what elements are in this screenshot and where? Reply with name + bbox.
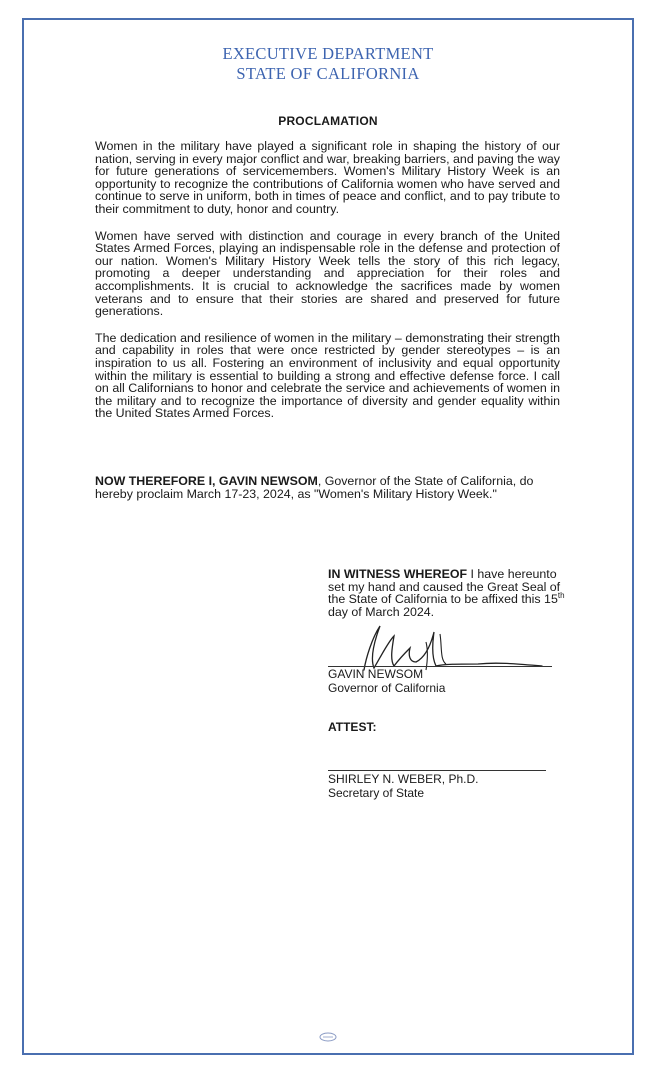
paragraph-3: The dedication and resilience of women in the military – demonstrating their strength and capability in roles that were once restricted by gender stereotypes – is an inspiration to us all. Fostering an environment of inclusivity and equal opportunity within the military is essential to building a strong and effective defense force. I call on all Californians to honor and celebrate the service and achievements of women in the military and to recognize the importance of diversity and gender equality within the United States Armed Forces.	[95, 330, 560, 421]
letterhead-state: STATE OF CALIFORNIA	[236, 64, 420, 83]
secretary-signature-line	[328, 770, 546, 771]
union-bug-icon	[319, 1032, 337, 1042]
witness-lead: IN WITNESS WHEREOF	[328, 567, 468, 581]
witness-ordinal: th	[557, 591, 565, 601]
letterhead	[0, 44, 656, 84]
witness-statement	[328, 568, 568, 618]
proclamation-body	[95, 140, 560, 434]
governor-name: GAVIN NEWSOM	[328, 667, 424, 681]
witness-text: I have hereunto set my hand and caused the Great Seal of the State of California to be affixed this 15	[328, 567, 561, 607]
document-title: PROCLAMATION	[278, 114, 378, 128]
proclamation-lead: NOW THEREFORE I, GAVIN NEWSOM	[95, 474, 318, 488]
governor-block	[328, 668, 445, 695]
governor-title: Governor of California	[328, 680, 446, 695]
witness-text-end: day of March 2024.	[328, 604, 435, 619]
proclamation-text: , Governor of the State of California, do hereby proclaim March 17-23, 2024, as "Women's Military History Week."	[95, 474, 534, 501]
attest-label: ATTEST:	[328, 720, 377, 734]
letterhead-department: EXECUTIVE DEPARTMENT	[222, 44, 434, 63]
secretary-title: Secretary of State	[328, 785, 425, 800]
secretary-name: SHIRLEY N. WEBER, Ph.D.	[328, 772, 479, 786]
paragraph-2: Women have served with distinction and courage in every branch of the United States Armed Forces, playing an indispensable role in the defense and protection of our nation. Women's Military History Week tells the story of this rich legacy, promoting a deeper understanding and appreciation for their roles and accomplishments. It is crucial to acknowledge the sacrifices made by women veterans and to ensure that their stories are shared and preserved for future generations.	[95, 228, 560, 319]
paragraph-1: Women in the military have played a significant role in shaping the history of our nation, serving in every major conflict and war, breaking barriers, and paving the way for future generations of servicemembers. Women's Military History Week is an opportunity to recognize the contributions of California women who have served and continue to serve in uniform, both in times of peace and conflict, and to pay tribute to their commitment to duty, honor and country.	[95, 139, 560, 216]
proclamation-statement	[95, 475, 560, 500]
secretary-block	[328, 773, 479, 800]
